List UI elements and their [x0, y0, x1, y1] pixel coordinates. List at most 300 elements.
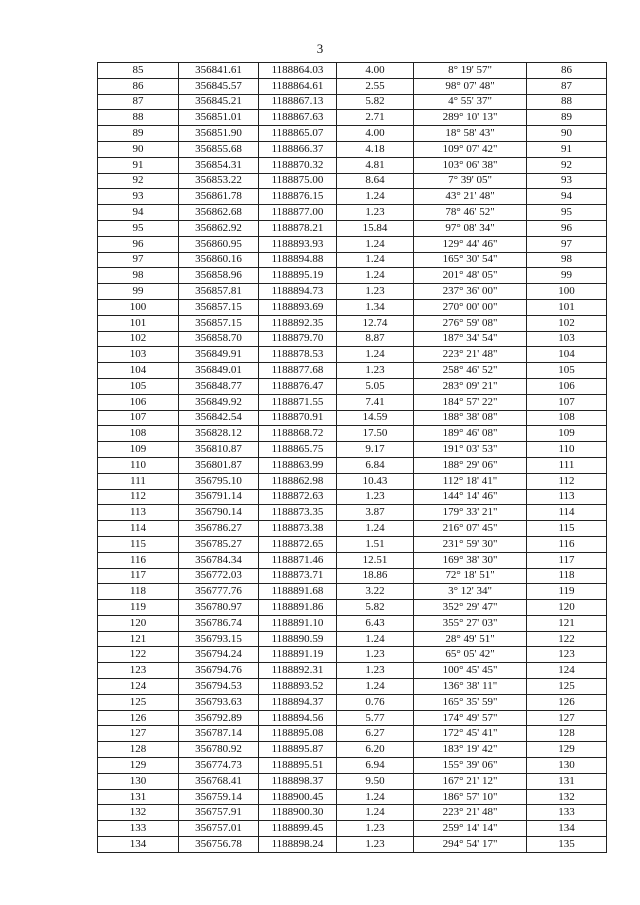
- x-coordinate-cell: 356794.53: [179, 679, 259, 695]
- point-from-cell: 92: [98, 173, 179, 189]
- coordinates-table-container: [97, 62, 607, 853]
- table-row: [98, 378, 607, 394]
- point-from-cell: 90: [98, 141, 179, 157]
- point-from-cell: 131: [98, 789, 179, 805]
- bearing-cell: 172° 45' 41": [414, 726, 527, 742]
- y-coordinate-cell: 1188893.69: [259, 299, 337, 315]
- table-row: [98, 647, 607, 663]
- x-coordinate-cell: 356851.01: [179, 110, 259, 126]
- distance-cell: 2.71: [337, 110, 414, 126]
- y-coordinate-cell: 1188865.07: [259, 126, 337, 142]
- bearing-cell: 191° 03' 53": [414, 442, 527, 458]
- point-from-cell: 91: [98, 157, 179, 173]
- x-coordinate-cell: 356851.90: [179, 126, 259, 142]
- table-row: [98, 568, 607, 584]
- bearing-cell: 167° 21' 12": [414, 773, 527, 789]
- point-to-cell: 105: [527, 363, 607, 379]
- y-coordinate-cell: 1188895.08: [259, 726, 337, 742]
- table-row: [98, 726, 607, 742]
- point-from-cell: 113: [98, 505, 179, 521]
- point-to-cell: 96: [527, 220, 607, 236]
- bearing-cell: 112° 18' 41": [414, 473, 527, 489]
- x-coordinate-cell: 356849.91: [179, 347, 259, 363]
- y-coordinate-cell: 1188876.47: [259, 378, 337, 394]
- point-to-cell: 97: [527, 236, 607, 252]
- distance-cell: 1.24: [337, 347, 414, 363]
- distance-cell: 1.24: [337, 521, 414, 537]
- y-coordinate-cell: 1188891.68: [259, 584, 337, 600]
- bearing-cell: 294° 54' 17": [414, 837, 527, 853]
- x-coordinate-cell: 356857.81: [179, 284, 259, 300]
- point-to-cell: 109: [527, 426, 607, 442]
- distance-cell: 3.22: [337, 584, 414, 600]
- x-coordinate-cell: 356786.74: [179, 615, 259, 631]
- point-to-cell: 95: [527, 205, 607, 221]
- distance-cell: 5.82: [337, 94, 414, 110]
- point-to-cell: 134: [527, 821, 607, 837]
- point-from-cell: 106: [98, 394, 179, 410]
- y-coordinate-cell: 1188873.35: [259, 505, 337, 521]
- table-row: [98, 521, 607, 537]
- point-to-cell: 93: [527, 173, 607, 189]
- distance-cell: 1.23: [337, 284, 414, 300]
- x-coordinate-cell: 356780.97: [179, 600, 259, 616]
- coordinates-table-body: [98, 63, 607, 853]
- distance-cell: 1.51: [337, 536, 414, 552]
- x-coordinate-cell: 356787.14: [179, 726, 259, 742]
- y-coordinate-cell: 1188866.37: [259, 141, 337, 157]
- distance-cell: 1.24: [337, 189, 414, 205]
- distance-cell: 1.24: [337, 679, 414, 695]
- bearing-cell: 184° 57' 22": [414, 394, 527, 410]
- table-row: [98, 442, 607, 458]
- point-from-cell: 109: [98, 442, 179, 458]
- distance-cell: 9.50: [337, 773, 414, 789]
- y-coordinate-cell: 1188873.38: [259, 521, 337, 537]
- distance-cell: 6.20: [337, 742, 414, 758]
- x-coordinate-cell: 356848.77: [179, 378, 259, 394]
- x-coordinate-cell: 356845.21: [179, 94, 259, 110]
- point-from-cell: 117: [98, 568, 179, 584]
- x-coordinate-cell: 356855.68: [179, 141, 259, 157]
- distance-cell: 1.23: [337, 663, 414, 679]
- y-coordinate-cell: 1188892.35: [259, 315, 337, 331]
- distance-cell: 9.17: [337, 442, 414, 458]
- x-coordinate-cell: 356860.16: [179, 252, 259, 268]
- point-from-cell: 85: [98, 63, 179, 79]
- table-row: [98, 189, 607, 205]
- table-row: [98, 347, 607, 363]
- y-coordinate-cell: 1188900.30: [259, 805, 337, 821]
- distance-cell: 6.94: [337, 758, 414, 774]
- table-row: [98, 141, 607, 157]
- x-coordinate-cell: 356791.14: [179, 489, 259, 505]
- point-to-cell: 112: [527, 473, 607, 489]
- distance-cell: 5.82: [337, 600, 414, 616]
- page-number: 3: [316, 41, 324, 56]
- x-coordinate-cell: 356780.92: [179, 742, 259, 758]
- point-to-cell: 110: [527, 442, 607, 458]
- table-row: [98, 536, 607, 552]
- point-from-cell: 86: [98, 78, 179, 94]
- point-to-cell: 94: [527, 189, 607, 205]
- point-to-cell: 116: [527, 536, 607, 552]
- x-coordinate-cell: 356759.14: [179, 789, 259, 805]
- table-row: [98, 220, 607, 236]
- point-to-cell: 104: [527, 347, 607, 363]
- y-coordinate-cell: 1188895.51: [259, 758, 337, 774]
- table-row: [98, 457, 607, 473]
- point-to-cell: 135: [527, 837, 607, 853]
- bearing-cell: 72° 18' 51": [414, 568, 527, 584]
- bearing-cell: 28° 49' 51": [414, 631, 527, 647]
- distance-cell: 5.77: [337, 710, 414, 726]
- point-from-cell: 124: [98, 679, 179, 695]
- point-to-cell: 125: [527, 679, 607, 695]
- x-coordinate-cell: 356786.27: [179, 521, 259, 537]
- y-coordinate-cell: 1188864.03: [259, 63, 337, 79]
- point-from-cell: 118: [98, 584, 179, 600]
- table-row: [98, 710, 607, 726]
- table-row: [98, 157, 607, 173]
- y-coordinate-cell: 1188875.00: [259, 173, 337, 189]
- bearing-cell: 174° 49' 57": [414, 710, 527, 726]
- point-to-cell: 126: [527, 694, 607, 710]
- distance-cell: 6.84: [337, 457, 414, 473]
- bearing-cell: 169° 38' 30": [414, 552, 527, 568]
- point-from-cell: 120: [98, 615, 179, 631]
- point-to-cell: 132: [527, 789, 607, 805]
- point-from-cell: 105: [98, 378, 179, 394]
- point-from-cell: 101: [98, 315, 179, 331]
- distance-cell: 6.27: [337, 726, 414, 742]
- table-row: [98, 284, 607, 300]
- distance-cell: 1.24: [337, 268, 414, 284]
- point-from-cell: 93: [98, 189, 179, 205]
- point-to-cell: 130: [527, 758, 607, 774]
- coordinates-table: [97, 62, 607, 853]
- bearing-cell: 270° 00' 00": [414, 299, 527, 315]
- y-coordinate-cell: 1188877.68: [259, 363, 337, 379]
- y-coordinate-cell: 1188872.63: [259, 489, 337, 505]
- distance-cell: 4.00: [337, 126, 414, 142]
- y-coordinate-cell: 1188893.93: [259, 236, 337, 252]
- x-coordinate-cell: 356860.95: [179, 236, 259, 252]
- point-from-cell: 134: [98, 837, 179, 853]
- point-to-cell: 86: [527, 63, 607, 79]
- point-to-cell: 124: [527, 663, 607, 679]
- table-row: [98, 773, 607, 789]
- y-coordinate-cell: 1188864.61: [259, 78, 337, 94]
- x-coordinate-cell: 356757.01: [179, 821, 259, 837]
- table-row: [98, 505, 607, 521]
- point-from-cell: 88: [98, 110, 179, 126]
- bearing-cell: 179° 33' 21": [414, 505, 527, 521]
- y-coordinate-cell: 1188894.88: [259, 252, 337, 268]
- bearing-cell: 189° 46' 08": [414, 426, 527, 442]
- x-coordinate-cell: 356757.91: [179, 805, 259, 821]
- bearing-cell: 201° 48' 05": [414, 268, 527, 284]
- point-to-cell: 117: [527, 552, 607, 568]
- x-coordinate-cell: 356841.61: [179, 63, 259, 79]
- table-row: [98, 758, 607, 774]
- point-to-cell: 120: [527, 600, 607, 616]
- distance-cell: 5.05: [337, 378, 414, 394]
- y-coordinate-cell: 1188892.31: [259, 663, 337, 679]
- point-to-cell: 131: [527, 773, 607, 789]
- point-from-cell: 132: [98, 805, 179, 821]
- bearing-cell: 144° 14' 46": [414, 489, 527, 505]
- y-coordinate-cell: 1188868.72: [259, 426, 337, 442]
- bearing-cell: 98° 07' 48": [414, 78, 527, 94]
- distance-cell: 4.18: [337, 141, 414, 157]
- point-to-cell: 129: [527, 742, 607, 758]
- y-coordinate-cell: 1188894.73: [259, 284, 337, 300]
- y-coordinate-cell: 1188870.91: [259, 410, 337, 426]
- y-coordinate-cell: 1188900.45: [259, 789, 337, 805]
- point-to-cell: 103: [527, 331, 607, 347]
- table-row: [98, 789, 607, 805]
- y-coordinate-cell: 1188867.63: [259, 110, 337, 126]
- bearing-cell: 188° 29' 06": [414, 457, 527, 473]
- x-coordinate-cell: 356857.15: [179, 315, 259, 331]
- point-from-cell: 98: [98, 268, 179, 284]
- bearing-cell: 43° 21' 48": [414, 189, 527, 205]
- point-to-cell: 87: [527, 78, 607, 94]
- bearing-cell: 136° 38' 11": [414, 679, 527, 695]
- distance-cell: 8.64: [337, 173, 414, 189]
- bearing-cell: 78° 46' 52": [414, 205, 527, 221]
- x-coordinate-cell: 356794.24: [179, 647, 259, 663]
- bearing-cell: 165° 30' 54": [414, 252, 527, 268]
- table-row: [98, 631, 607, 647]
- table-row: [98, 94, 607, 110]
- y-coordinate-cell: 1188898.37: [259, 773, 337, 789]
- table-row: [98, 236, 607, 252]
- table-row: [98, 837, 607, 853]
- point-to-cell: 91: [527, 141, 607, 157]
- point-from-cell: 104: [98, 363, 179, 379]
- bearing-cell: 100° 45' 45": [414, 663, 527, 679]
- y-coordinate-cell: 1188873.71: [259, 568, 337, 584]
- bearing-cell: 109° 07' 42": [414, 141, 527, 157]
- point-to-cell: 114: [527, 505, 607, 521]
- table-row: [98, 600, 607, 616]
- x-coordinate-cell: 356853.22: [179, 173, 259, 189]
- x-coordinate-cell: 356854.31: [179, 157, 259, 173]
- point-from-cell: 127: [98, 726, 179, 742]
- point-from-cell: 96: [98, 236, 179, 252]
- y-coordinate-cell: 1188872.65: [259, 536, 337, 552]
- y-coordinate-cell: 1188891.86: [259, 600, 337, 616]
- point-to-cell: 100: [527, 284, 607, 300]
- bearing-cell: 129° 44' 46": [414, 236, 527, 252]
- point-from-cell: 129: [98, 758, 179, 774]
- point-from-cell: 100: [98, 299, 179, 315]
- y-coordinate-cell: 1188876.15: [259, 189, 337, 205]
- point-from-cell: 116: [98, 552, 179, 568]
- distance-cell: 1.24: [337, 805, 414, 821]
- point-from-cell: 87: [98, 94, 179, 110]
- x-coordinate-cell: 356792.89: [179, 710, 259, 726]
- point-to-cell: 113: [527, 489, 607, 505]
- distance-cell: 7.41: [337, 394, 414, 410]
- bearing-cell: 65° 05' 42": [414, 647, 527, 663]
- bearing-cell: 7° 39' 05": [414, 173, 527, 189]
- y-coordinate-cell: 1188899.45: [259, 821, 337, 837]
- y-coordinate-cell: 1188879.70: [259, 331, 337, 347]
- bearing-cell: 283° 09' 21": [414, 378, 527, 394]
- distance-cell: 2.55: [337, 78, 414, 94]
- point-to-cell: 88: [527, 94, 607, 110]
- distance-cell: 14.59: [337, 410, 414, 426]
- point-from-cell: 122: [98, 647, 179, 663]
- x-coordinate-cell: 356828.12: [179, 426, 259, 442]
- table-row: [98, 205, 607, 221]
- bearing-cell: 355° 27' 03": [414, 615, 527, 631]
- distance-cell: 12.74: [337, 315, 414, 331]
- bearing-cell: 103° 06' 38": [414, 157, 527, 173]
- x-coordinate-cell: 356772.03: [179, 568, 259, 584]
- distance-cell: 8.87: [337, 331, 414, 347]
- point-from-cell: 112: [98, 489, 179, 505]
- table-row: [98, 489, 607, 505]
- distance-cell: 1.23: [337, 205, 414, 221]
- bearing-cell: 258° 46' 52": [414, 363, 527, 379]
- point-from-cell: 115: [98, 536, 179, 552]
- point-from-cell: 103: [98, 347, 179, 363]
- table-row: [98, 473, 607, 489]
- y-coordinate-cell: 1188890.59: [259, 631, 337, 647]
- point-to-cell: 92: [527, 157, 607, 173]
- point-from-cell: 89: [98, 126, 179, 142]
- y-coordinate-cell: 1188871.55: [259, 394, 337, 410]
- distance-cell: 10.43: [337, 473, 414, 489]
- table-row: [98, 126, 607, 142]
- point-to-cell: 133: [527, 805, 607, 821]
- bearing-cell: 231° 59' 30": [414, 536, 527, 552]
- table-row: [98, 299, 607, 315]
- table-row: [98, 78, 607, 94]
- y-coordinate-cell: 1188865.75: [259, 442, 337, 458]
- point-to-cell: 106: [527, 378, 607, 394]
- table-row: [98, 552, 607, 568]
- distance-cell: 4.00: [337, 63, 414, 79]
- distance-cell: 1.23: [337, 821, 414, 837]
- y-coordinate-cell: 1188870.32: [259, 157, 337, 173]
- x-coordinate-cell: 356842.54: [179, 410, 259, 426]
- x-coordinate-cell: 356862.92: [179, 220, 259, 236]
- table-row: [98, 331, 607, 347]
- point-from-cell: 94: [98, 205, 179, 221]
- x-coordinate-cell: 356795.10: [179, 473, 259, 489]
- point-to-cell: 121: [527, 615, 607, 631]
- distance-cell: 0.76: [337, 694, 414, 710]
- bearing-cell: 183° 19' 42": [414, 742, 527, 758]
- point-to-cell: 102: [527, 315, 607, 331]
- point-from-cell: 126: [98, 710, 179, 726]
- x-coordinate-cell: 356845.57: [179, 78, 259, 94]
- x-coordinate-cell: 356794.76: [179, 663, 259, 679]
- point-from-cell: 133: [98, 821, 179, 837]
- x-coordinate-cell: 356777.76: [179, 584, 259, 600]
- distance-cell: 1.24: [337, 252, 414, 268]
- bearing-cell: 187° 34' 54": [414, 331, 527, 347]
- table-row: [98, 805, 607, 821]
- distance-cell: 1.23: [337, 647, 414, 663]
- table-row: [98, 615, 607, 631]
- x-coordinate-cell: 356756.78: [179, 837, 259, 853]
- point-from-cell: 110: [98, 457, 179, 473]
- point-from-cell: 130: [98, 773, 179, 789]
- point-from-cell: 121: [98, 631, 179, 647]
- point-from-cell: 125: [98, 694, 179, 710]
- bearing-cell: 3° 12' 34": [414, 584, 527, 600]
- distance-cell: 1.23: [337, 489, 414, 505]
- point-from-cell: 107: [98, 410, 179, 426]
- table-row: [98, 584, 607, 600]
- y-coordinate-cell: 1188877.00: [259, 205, 337, 221]
- point-from-cell: 123: [98, 663, 179, 679]
- table-row: [98, 426, 607, 442]
- bearing-cell: 237° 36' 00": [414, 284, 527, 300]
- y-coordinate-cell: 1188867.13: [259, 94, 337, 110]
- y-coordinate-cell: 1188871.46: [259, 552, 337, 568]
- x-coordinate-cell: 356774.73: [179, 758, 259, 774]
- point-to-cell: 127: [527, 710, 607, 726]
- bearing-cell: 223° 21' 48": [414, 347, 527, 363]
- x-coordinate-cell: 356857.15: [179, 299, 259, 315]
- x-coordinate-cell: 356785.27: [179, 536, 259, 552]
- x-coordinate-cell: 356849.92: [179, 394, 259, 410]
- distance-cell: 6.43: [337, 615, 414, 631]
- table-row: [98, 63, 607, 79]
- bearing-cell: 289° 10' 13": [414, 110, 527, 126]
- bearing-cell: 8° 19' 57": [414, 63, 527, 79]
- distance-cell: 1.23: [337, 363, 414, 379]
- x-coordinate-cell: 356858.70: [179, 331, 259, 347]
- table-row: [98, 410, 607, 426]
- table-row: [98, 315, 607, 331]
- point-to-cell: 119: [527, 584, 607, 600]
- bearing-cell: 216° 07' 45": [414, 521, 527, 537]
- bearing-cell: 188° 38' 08": [414, 410, 527, 426]
- y-coordinate-cell: 1188862.98: [259, 473, 337, 489]
- distance-cell: 1.24: [337, 631, 414, 647]
- y-coordinate-cell: 1188863.99: [259, 457, 337, 473]
- table-row: [98, 363, 607, 379]
- distance-cell: 3.87: [337, 505, 414, 521]
- point-to-cell: 90: [527, 126, 607, 142]
- distance-cell: 4.81: [337, 157, 414, 173]
- x-coordinate-cell: 356810.87: [179, 442, 259, 458]
- bearing-cell: 259° 14' 14": [414, 821, 527, 837]
- bearing-cell: 352° 29' 47": [414, 600, 527, 616]
- bearing-cell: 97° 08' 34": [414, 220, 527, 236]
- table-row: [98, 394, 607, 410]
- bearing-cell: 165° 35' 59": [414, 694, 527, 710]
- y-coordinate-cell: 1188891.10: [259, 615, 337, 631]
- point-to-cell: 128: [527, 726, 607, 742]
- table-row: [98, 252, 607, 268]
- table-row: [98, 679, 607, 695]
- distance-cell: 15.84: [337, 220, 414, 236]
- distance-cell: 18.86: [337, 568, 414, 584]
- point-to-cell: 123: [527, 647, 607, 663]
- x-coordinate-cell: 356784.34: [179, 552, 259, 568]
- table-row: [98, 742, 607, 758]
- point-from-cell: 114: [98, 521, 179, 537]
